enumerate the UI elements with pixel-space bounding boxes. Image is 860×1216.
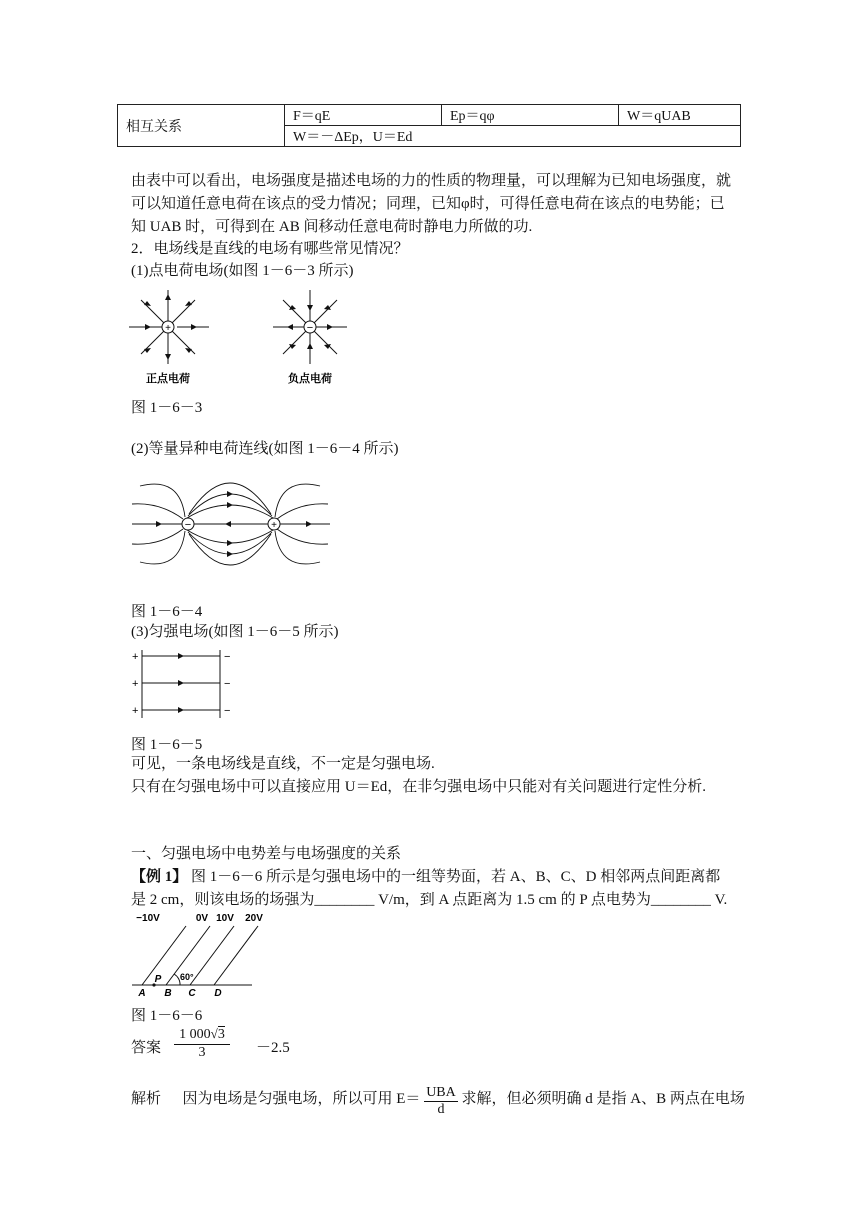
sqrt-argument: 3	[217, 1027, 225, 1042]
point-label: D	[214, 988, 222, 997]
figure-caption: 图 1－6－6	[131, 1008, 203, 1024]
row-header: 相互关系	[118, 105, 285, 147]
example-text: 图 1－6－6 所示是匀强电场中的一组等势面，若 A、B、C、D 相邻两点间距离都	[191, 869, 721, 885]
figure-equipotential	[128, 912, 278, 997]
minus-sign: −	[184, 519, 192, 531]
figure-uniform-field	[128, 648, 238, 720]
analysis-line	[131, 1083, 745, 1116]
plus-sign: +	[132, 678, 139, 690]
fraction-denominator: 3	[198, 1045, 206, 1060]
potential-label: 10V	[216, 913, 234, 924]
subheading-uniform-field: (3)匀强电场(如图 1－6－5 所示)	[131, 624, 339, 640]
answer-fraction: 1 000√3 3	[174, 1026, 230, 1061]
point-label: B	[164, 988, 172, 997]
potential-label: 20V	[245, 913, 263, 924]
answer-second: －2.5	[256, 1040, 290, 1056]
point-label: A	[138, 988, 146, 997]
cell-potential-energy: Ep＝qφ	[442, 105, 619, 126]
section-heading: 一、匀强电场中电势差与电场强度的关系	[131, 846, 402, 862]
paragraph-line: 知 UAB 时，可得到在 AB 间移动任意电荷时静电力所做的功.	[131, 219, 533, 235]
paragraph-line: 由表中可以看出，电场强度是描述电场的力的性质的物理量，可以理解为已知电场强度，就	[131, 173, 732, 189]
plus-sign: +	[132, 705, 139, 717]
conclusion-line: 可见，一条电场线是直线，不一定是匀强电场.	[131, 756, 435, 772]
angle-label: 60°	[180, 972, 194, 982]
minus-sign: −	[306, 322, 314, 334]
example-tag: 【例 1】	[131, 869, 188, 885]
subheading-point-charge: (1)点电荷电场(如图 1－6－3 所示)	[131, 263, 354, 279]
relation-table	[117, 104, 741, 147]
minus-sign: −	[224, 678, 231, 690]
analysis-label: 解析	[131, 1090, 162, 1107]
subheading-dipole: (2)等量异种电荷连线(如图 1－6－4 所示)	[131, 441, 399, 457]
minus-sign: −	[224, 705, 231, 717]
minus-sign: −	[224, 651, 231, 663]
figure-point-charges	[125, 287, 365, 387]
analysis-text-before: 因为电场是匀强电场，所以可用 E＝	[182, 1090, 421, 1107]
point-label: P	[154, 974, 162, 985]
figure-caption: 图 1－6－5	[131, 737, 203, 753]
cell-force: F＝qE	[285, 105, 442, 126]
analysis-text-after: 求解，但必须明确 d 是指 A、B 两点在电场	[461, 1090, 745, 1107]
figure-caption: 图 1－6－4	[131, 604, 203, 620]
formula-numerator: UBA	[426, 1085, 456, 1100]
point-label: C	[188, 988, 196, 997]
fraction-numerator: 1 000	[179, 1027, 211, 1042]
formula-denominator: d	[437, 1102, 445, 1117]
cell-work: W＝qUAB	[619, 105, 741, 126]
question-heading: 2．电场线是直线的电场有哪些常见情况？	[131, 241, 409, 257]
potential-label: −10V	[136, 913, 160, 924]
example-line	[131, 866, 720, 888]
label-negative-charge: 负点电荷	[288, 373, 332, 385]
potential-label: 0V	[195, 913, 209, 924]
plus-sign: +	[132, 651, 139, 663]
figure-caption: 图 1－6－3	[131, 400, 203, 416]
paragraph-line: 可以知道任意电荷在该点的受力情况；同理，已知φ时，可得任意电荷在该点的电势能；已	[131, 196, 725, 212]
cell-relations: W＝－ΔEp，U＝Ed	[285, 126, 741, 147]
formula-fraction	[424, 1085, 458, 1118]
label-positive-charge: 正点电荷	[146, 373, 190, 385]
example-line: 是 2 cm，则该电场的场强为________ V/m，到 A 点距离为 1.5 cm 的 P 点电势为________ V.	[131, 892, 728, 908]
figure-dipole-field	[130, 466, 332, 584]
conclusion-line: 只有在匀强电场中可以直接应用 U＝Ed，在非匀强电场中只能对有关问题进行定性分析.	[131, 779, 706, 795]
plus-sign: +	[271, 520, 277, 531]
answer-label: 答案	[131, 1040, 162, 1056]
plus-sign: +	[165, 323, 171, 334]
